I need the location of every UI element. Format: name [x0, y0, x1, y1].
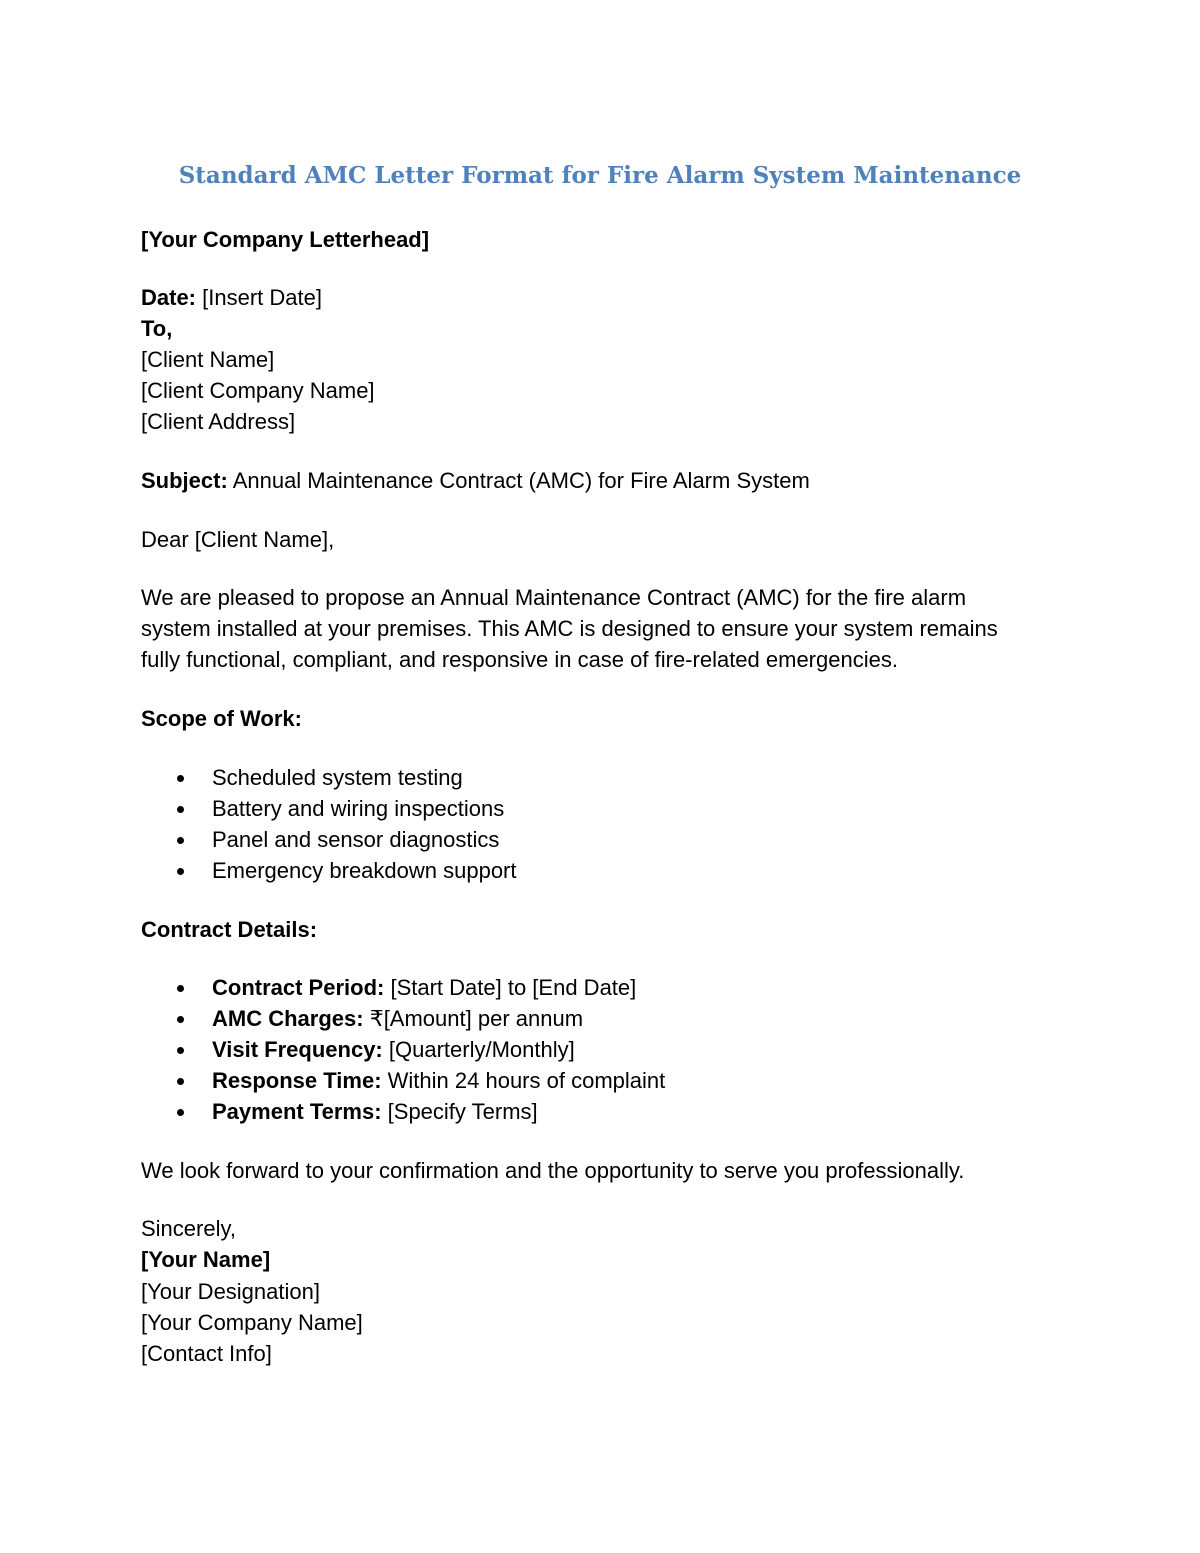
contract-heading: Contract Details: — [141, 917, 318, 942]
scope-item-text: Battery and wiring inspections — [212, 796, 505, 821]
intro-line-3: fully functional, compliant, and responsive in case of fire-related emergencies. — [141, 647, 898, 672]
contract-item-label: Visit Frequency: — [212, 1037, 383, 1062]
signer-designation: [Your Designation] — [141, 1279, 320, 1304]
contract-item-label: Contract Period: — [212, 975, 385, 1000]
bullet-icon — [177, 1016, 184, 1023]
bullet-icon — [177, 837, 184, 844]
contract-item-value: [Start Date] to [End Date] — [384, 975, 637, 1000]
bullet-icon — [177, 1078, 184, 1085]
subject-line — [141, 465, 810, 496]
subject-value: Annual Maintenance Contract (AMC) for Fire Alarm System — [227, 468, 810, 493]
recipient-name: [Client Name] — [141, 347, 275, 372]
date-value: [Insert Date] — [196, 285, 322, 310]
contract-item-value: [Quarterly/Monthly] — [382, 1037, 575, 1062]
scope-item-text: Scheduled system testing — [212, 765, 463, 790]
bullet-icon — [177, 1047, 184, 1054]
contract-item-value: ₹[Amount] per annum — [363, 1006, 584, 1031]
valediction: Sincerely, — [141, 1216, 236, 1241]
bullet-icon — [177, 806, 184, 813]
subject-label: Subject: — [141, 468, 228, 493]
bullet-icon — [177, 1109, 184, 1116]
scope-heading: Scope of Work: — [141, 706, 302, 731]
signer-contact: [Contact Info] — [141, 1341, 272, 1366]
contract-item-value: [Specify Terms] — [381, 1099, 538, 1124]
date-label: Date: — [141, 285, 197, 310]
contract-item-text — [212, 1065, 665, 1096]
document-title: Standard AMC Letter Format for Fire Alarm System Maintenance — [178, 162, 1022, 189]
contract-item-label: Payment Terms: — [212, 1099, 382, 1124]
recipient-address: [Client Address] — [141, 409, 296, 434]
salutation: Dear [Client Name], — [141, 527, 335, 552]
scope-item-text: Emergency breakdown support — [212, 858, 517, 883]
contract-item-text — [212, 1003, 583, 1034]
bullet-icon — [177, 775, 184, 782]
contract-item-label: AMC Charges: — [212, 1006, 364, 1031]
date-line — [141, 282, 322, 313]
to-label: To, — [141, 316, 173, 341]
closing-line: We look forward to your confirmation and the opportunity to serve you professionally. — [141, 1158, 965, 1183]
letterhead-placeholder: [Your Company Letterhead] — [141, 227, 430, 252]
signer-name: [Your Name] — [141, 1247, 271, 1272]
recipient-company: [Client Company Name] — [141, 378, 375, 403]
signer-company: [Your Company Name] — [141, 1310, 363, 1335]
intro-line-2: system installed at your premises. This AMC is designed to ensure your system remains — [141, 616, 998, 641]
bullet-icon — [177, 868, 184, 875]
scope-item-text: Panel and sensor diagnostics — [212, 827, 500, 852]
contract-item-text — [212, 972, 636, 1003]
contract-item-text — [212, 1034, 575, 1065]
contract-item-label: Response Time: — [212, 1068, 382, 1093]
contract-item-value: Within 24 hours of complaint — [381, 1068, 666, 1093]
intro-line-1: We are pleased to propose an Annual Maintenance Contract (AMC) for the fire alarm — [141, 585, 967, 610]
bullet-icon — [177, 985, 184, 992]
contract-item-text — [212, 1096, 538, 1127]
